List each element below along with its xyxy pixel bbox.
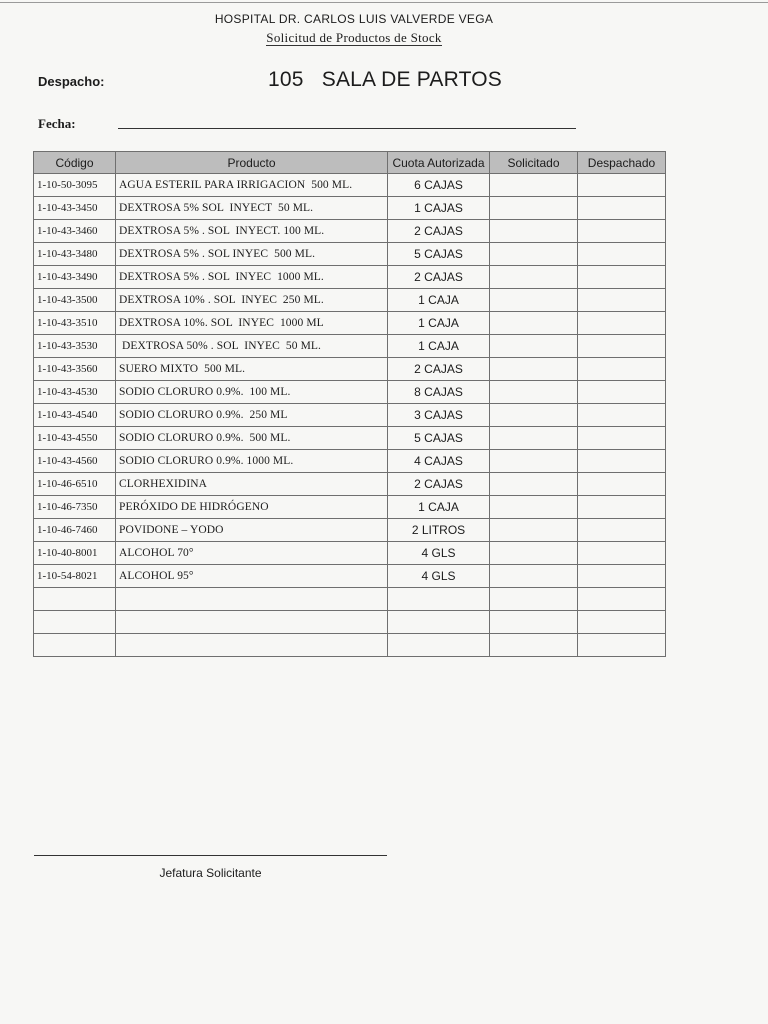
- signature-line: [34, 855, 387, 856]
- code-cell: 1-10-43-4560: [34, 450, 116, 473]
- column-header-solicitado: Solicitado: [490, 152, 578, 174]
- subtitle-text: Solicitud de Productos de Stock: [266, 30, 442, 45]
- top-rule: [0, 2, 768, 3]
- solicitado-cell: [490, 381, 578, 404]
- quota-cell: [388, 611, 490, 634]
- solicitado-cell: [490, 634, 578, 657]
- code-cell: [34, 634, 116, 657]
- quota-cell: 5 CAJAS: [388, 427, 490, 450]
- quota-cell: 1 CAJA: [388, 335, 490, 358]
- product-cell: DEXTROSA 5% . SOL INYECT. 100 ML.: [116, 220, 388, 243]
- product-cell: DEXTROSA 10%. SOL INYEC 1000 ML: [116, 312, 388, 335]
- despacho-value: 105 SALA DE PARTOS: [268, 68, 502, 91]
- product-cell: DEXTROSA 50% . SOL INYEC 50 ML.: [116, 335, 388, 358]
- solicitado-cell: [490, 427, 578, 450]
- despachado-cell: [578, 174, 666, 197]
- column-header-cuota: Cuota Autorizada: [388, 152, 490, 174]
- solicitado-cell: [490, 312, 578, 335]
- fecha-field-line: [118, 128, 576, 129]
- solicitado-cell: [490, 519, 578, 542]
- product-cell: SODIO CLORURO 0.9%. 100 ML.: [116, 381, 388, 404]
- table-row: [34, 197, 666, 220]
- despachado-cell: [578, 611, 666, 634]
- table-row: [34, 611, 666, 634]
- table-row: [34, 496, 666, 519]
- quota-cell: 4 CAJAS: [388, 450, 490, 473]
- quota-cell: 2 CAJAS: [388, 266, 490, 289]
- table-row: [34, 588, 666, 611]
- solicitado-cell: [490, 174, 578, 197]
- table-row: [34, 381, 666, 404]
- solicitado-cell: [490, 335, 578, 358]
- table-row: [34, 404, 666, 427]
- table-row: [34, 243, 666, 266]
- stock-table: [33, 151, 666, 657]
- code-cell: 1-10-50-3095: [34, 174, 116, 197]
- despachado-cell: [578, 381, 666, 404]
- code-cell: 1-10-43-4550: [34, 427, 116, 450]
- solicitado-cell: [490, 358, 578, 381]
- code-cell: 1-10-43-3500: [34, 289, 116, 312]
- hospital-name: HOSPITAL DR. CARLOS LUIS VALVERDE VEGA: [214, 12, 494, 26]
- solicitado-cell: [490, 496, 578, 519]
- code-cell: 1-10-43-3450: [34, 197, 116, 220]
- quota-cell: 4 GLS: [388, 542, 490, 565]
- quota-cell: 1 CAJAS: [388, 197, 490, 220]
- product-cell: SODIO CLORURO 0.9%. 1000 ML.: [116, 450, 388, 473]
- code-cell: 1-10-54-8021: [34, 565, 116, 588]
- quota-cell: 5 CAJAS: [388, 243, 490, 266]
- code-cell: 1-10-43-4530: [34, 381, 116, 404]
- solicitado-cell: [490, 266, 578, 289]
- despachado-cell: [578, 473, 666, 496]
- quota-cell: 1 CAJA: [388, 496, 490, 519]
- code-cell: 1-10-43-3480: [34, 243, 116, 266]
- code-cell: 1-10-43-3460: [34, 220, 116, 243]
- product-cell: CLORHEXIDINA: [116, 473, 388, 496]
- despachado-cell: [578, 358, 666, 381]
- table-row: [34, 427, 666, 450]
- column-header-despachado: Despachado: [578, 152, 666, 174]
- code-cell: 1-10-43-3490: [34, 266, 116, 289]
- solicitado-cell: [490, 611, 578, 634]
- quota-cell: 6 CAJAS: [388, 174, 490, 197]
- table-row: [34, 220, 666, 243]
- column-header-codigo: Código: [34, 152, 116, 174]
- table-row: [34, 266, 666, 289]
- column-header-producto: Producto: [116, 152, 388, 174]
- code-cell: 1-10-46-6510: [34, 473, 116, 496]
- product-cell: ALCOHOL 70°: [116, 542, 388, 565]
- despachado-cell: [578, 243, 666, 266]
- despachado-cell: [578, 220, 666, 243]
- quota-cell: 2 CAJAS: [388, 220, 490, 243]
- quota-cell: 2 CAJAS: [388, 473, 490, 496]
- product-cell: AGUA ESTERIL PARA IRRIGACION 500 ML.: [116, 174, 388, 197]
- product-cell: SODIO CLORURO 0.9%. 500 ML.: [116, 427, 388, 450]
- table-header-row: [34, 152, 666, 174]
- despachado-cell: [578, 519, 666, 542]
- despachado-cell: [578, 496, 666, 519]
- quota-cell: [388, 634, 490, 657]
- product-cell: [116, 588, 388, 611]
- despachado-cell: [578, 312, 666, 335]
- table-row: [34, 335, 666, 358]
- product-cell: PERÓXIDO DE HIDRÓGENO: [116, 496, 388, 519]
- code-cell: [34, 588, 116, 611]
- table-row: [34, 289, 666, 312]
- product-cell: DEXTROSA 5% SOL INYECT 50 ML.: [116, 197, 388, 220]
- quota-cell: [388, 588, 490, 611]
- despachado-cell: [578, 634, 666, 657]
- quota-cell: 2 CAJAS: [388, 358, 490, 381]
- solicitado-cell: [490, 565, 578, 588]
- quota-cell: 3 CAJAS: [388, 404, 490, 427]
- despachado-cell: [578, 266, 666, 289]
- despachado-cell: [578, 289, 666, 312]
- quota-cell: 8 CAJAS: [388, 381, 490, 404]
- product-cell: POVIDONE – YODO: [116, 519, 388, 542]
- table-row: [34, 542, 666, 565]
- solicitado-cell: [490, 404, 578, 427]
- solicitado-cell: [490, 473, 578, 496]
- product-cell: [116, 611, 388, 634]
- solicitado-cell: [490, 289, 578, 312]
- table-row: [34, 450, 666, 473]
- product-cell: DEXTROSA 5% . SOL INYEC 1000 ML.: [116, 266, 388, 289]
- solicitado-cell: [490, 197, 578, 220]
- solicitado-cell: [490, 542, 578, 565]
- solicitado-cell: [490, 243, 578, 266]
- code-cell: 1-10-40-8001: [34, 542, 116, 565]
- code-cell: 1-10-43-3560: [34, 358, 116, 381]
- product-cell: [116, 634, 388, 657]
- product-cell: DEXTROSA 5% . SOL INYEC 500 ML.: [116, 243, 388, 266]
- document-subtitle: [0, 30, 708, 46]
- despachado-cell: [578, 197, 666, 220]
- table-row: [34, 473, 666, 496]
- product-cell: SODIO CLORURO 0.9%. 250 ML: [116, 404, 388, 427]
- code-cell: 1-10-46-7460: [34, 519, 116, 542]
- signature-label: Jefatura Solicitante: [159, 866, 262, 880]
- fecha-label: Fecha:: [38, 116, 76, 131]
- code-cell: 1-10-43-4540: [34, 404, 116, 427]
- solicitado-cell: [490, 588, 578, 611]
- code-cell: 1-10-43-3510: [34, 312, 116, 335]
- code-cell: 1-10-43-3530: [34, 335, 116, 358]
- despachado-cell: [578, 335, 666, 358]
- quota-cell: 4 GLS: [388, 565, 490, 588]
- code-cell: [34, 611, 116, 634]
- quota-cell: 1 CAJA: [388, 289, 490, 312]
- despachado-cell: [578, 404, 666, 427]
- table-row: [34, 565, 666, 588]
- despachado-cell: [578, 565, 666, 588]
- code-cell: 1-10-46-7350: [34, 496, 116, 519]
- quota-cell: 2 LITROS: [388, 519, 490, 542]
- despachado-cell: [578, 427, 666, 450]
- despacho-label: Despacho:: [38, 74, 105, 89]
- solicitado-cell: [490, 450, 578, 473]
- table-row: [34, 519, 666, 542]
- product-cell: SUERO MIXTO 500 ML.: [116, 358, 388, 381]
- solicitado-cell: [490, 220, 578, 243]
- product-cell: ALCOHOL 95°: [116, 565, 388, 588]
- table-row: [34, 312, 666, 335]
- table-row: [34, 634, 666, 657]
- despachado-cell: [578, 542, 666, 565]
- table-row: [34, 358, 666, 381]
- table-row: [34, 174, 666, 197]
- despachado-cell: [578, 450, 666, 473]
- quota-cell: 1 CAJA: [388, 312, 490, 335]
- despachado-cell: [578, 588, 666, 611]
- product-cell: DEXTROSA 10% . SOL INYEC 250 ML.: [116, 289, 388, 312]
